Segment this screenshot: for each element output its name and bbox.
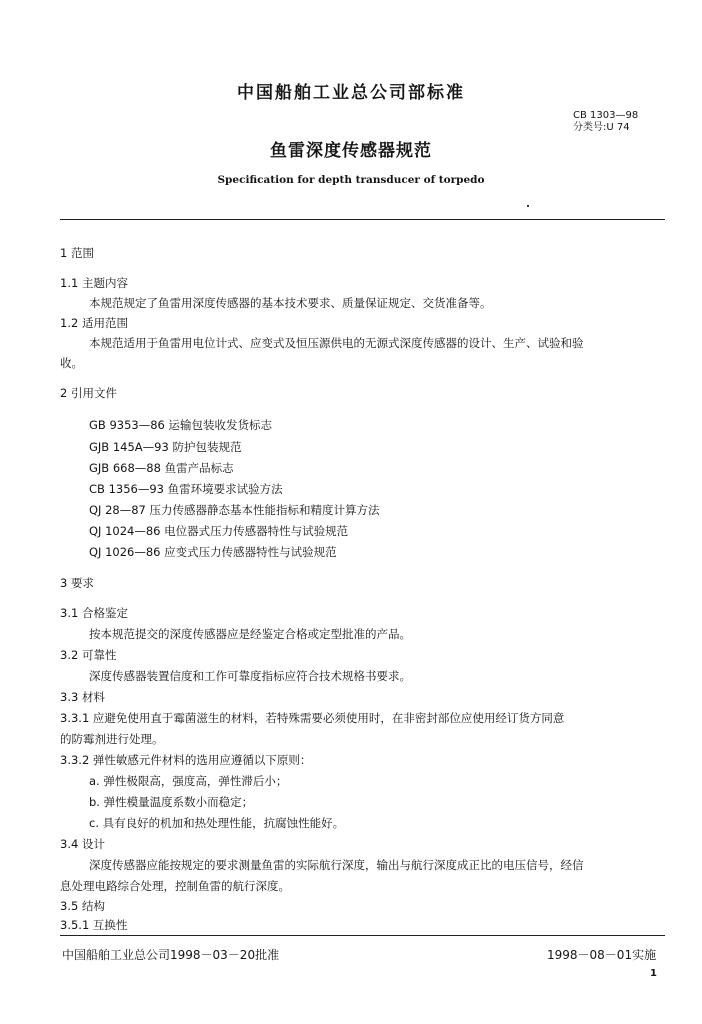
list-item: b. 弹性模量温度系数小而稳定；: [89, 795, 254, 809]
paragraph-line: 本规范适用于鱼雷用电位计式、应变式及恒压源供电的无源式深度传感器的设计、生产、试验和验: [89, 336, 584, 350]
paragraph-line: 按本规范提交的深度传感器应是经鉴定合格或定型批准的产品。: [89, 627, 411, 641]
speck: [527, 205, 529, 207]
subsection-heading: 3.2 可靠性: [60, 648, 117, 662]
reference-item: QJ 28—87 压力传感器静态基本性能指标和精度计算方法: [89, 503, 380, 517]
paragraph-line: 息处理电路综合处理，控制鱼雷的航行深度。: [60, 879, 290, 893]
reference-item: GB 9353—86 运输包装收发货标志: [89, 418, 273, 432]
subsection-heading: 3.3 材料: [60, 690, 105, 704]
section-heading: 2 引用文件: [60, 386, 117, 400]
paragraph-line: 的防霉剂进行处理。: [60, 732, 164, 746]
reference-item: QJ 1026—86 应变式压力传感器特性与试验规范: [89, 545, 337, 559]
section-heading: 1 范围: [60, 246, 94, 260]
subsection-heading: 1.1 主题内容: [60, 276, 128, 290]
list-item: c. 具有良好的机加和热处理性能，抗腐蚀性能好。: [89, 816, 345, 830]
header-rule: [60, 219, 665, 220]
document-title: 鱼雷深度传感器规范: [270, 141, 432, 161]
reference-item: QJ 1024—86 电位器式压力传感器特性与试验规范: [89, 524, 349, 538]
english-title: Specification for depth transducer of torpedo: [217, 174, 485, 186]
classification-number: 分类号:U 74: [573, 122, 630, 133]
approval-date: 中国船舶工业总公司1998－03－20批准: [62, 948, 280, 962]
subsection-heading: 3.5 结构: [60, 899, 105, 913]
reference-item: GJB 668—88 鱼雷产品标志: [89, 461, 234, 475]
reference-item: GJB 145A—93 防护包装规范: [89, 440, 242, 454]
list-item: a. 弹性极限高，强度高，弹性滞后小；: [89, 774, 288, 788]
subsection-heading: 3.1 合格鉴定: [60, 606, 128, 620]
paragraph-line: 本规范规定了鱼雷用深度传感器的基本技术要求、质量保证规定、交货准备等。: [89, 296, 492, 310]
subsection-heading: 3.4 设计: [60, 837, 105, 851]
reference-item: CB 1356—93 鱼雷环境要求试验方法: [89, 482, 283, 496]
paragraph-line: 3.3.1 应避免使用直于霉菌滋生的材料，若特殊需要必须使用时，在非密封部位应使用经订货方同意: [60, 711, 565, 725]
paragraph-line: 深度传感器装置信度和工作可靠度指标应符合技术规格书要求。: [89, 669, 411, 683]
effective-date: 1998－08－01实施: [547, 948, 657, 962]
paragraph-line: 3.3.2 弹性敏感元件材料的选用应遵循以下原则：: [60, 753, 312, 767]
subsection-heading: 3.5.1 互换性: [60, 918, 128, 932]
paragraph-line: 深度传感器应能按规定的要求测量鱼雷的实际航行深度，输出与航行深度成正比的电压信号，经信: [89, 858, 584, 872]
page-number: 1: [650, 968, 657, 979]
paragraph-line: 收。: [60, 356, 83, 370]
subsection-heading: 1.2 适用范围: [60, 316, 128, 330]
standard-number: CB 1303—98: [573, 110, 639, 121]
standard-number-block: [573, 110, 638, 134]
footer-rule: [60, 935, 665, 936]
org-title: 中国船舶工业总公司部标准: [237, 83, 465, 103]
section-heading: 3 要求: [60, 576, 94, 590]
